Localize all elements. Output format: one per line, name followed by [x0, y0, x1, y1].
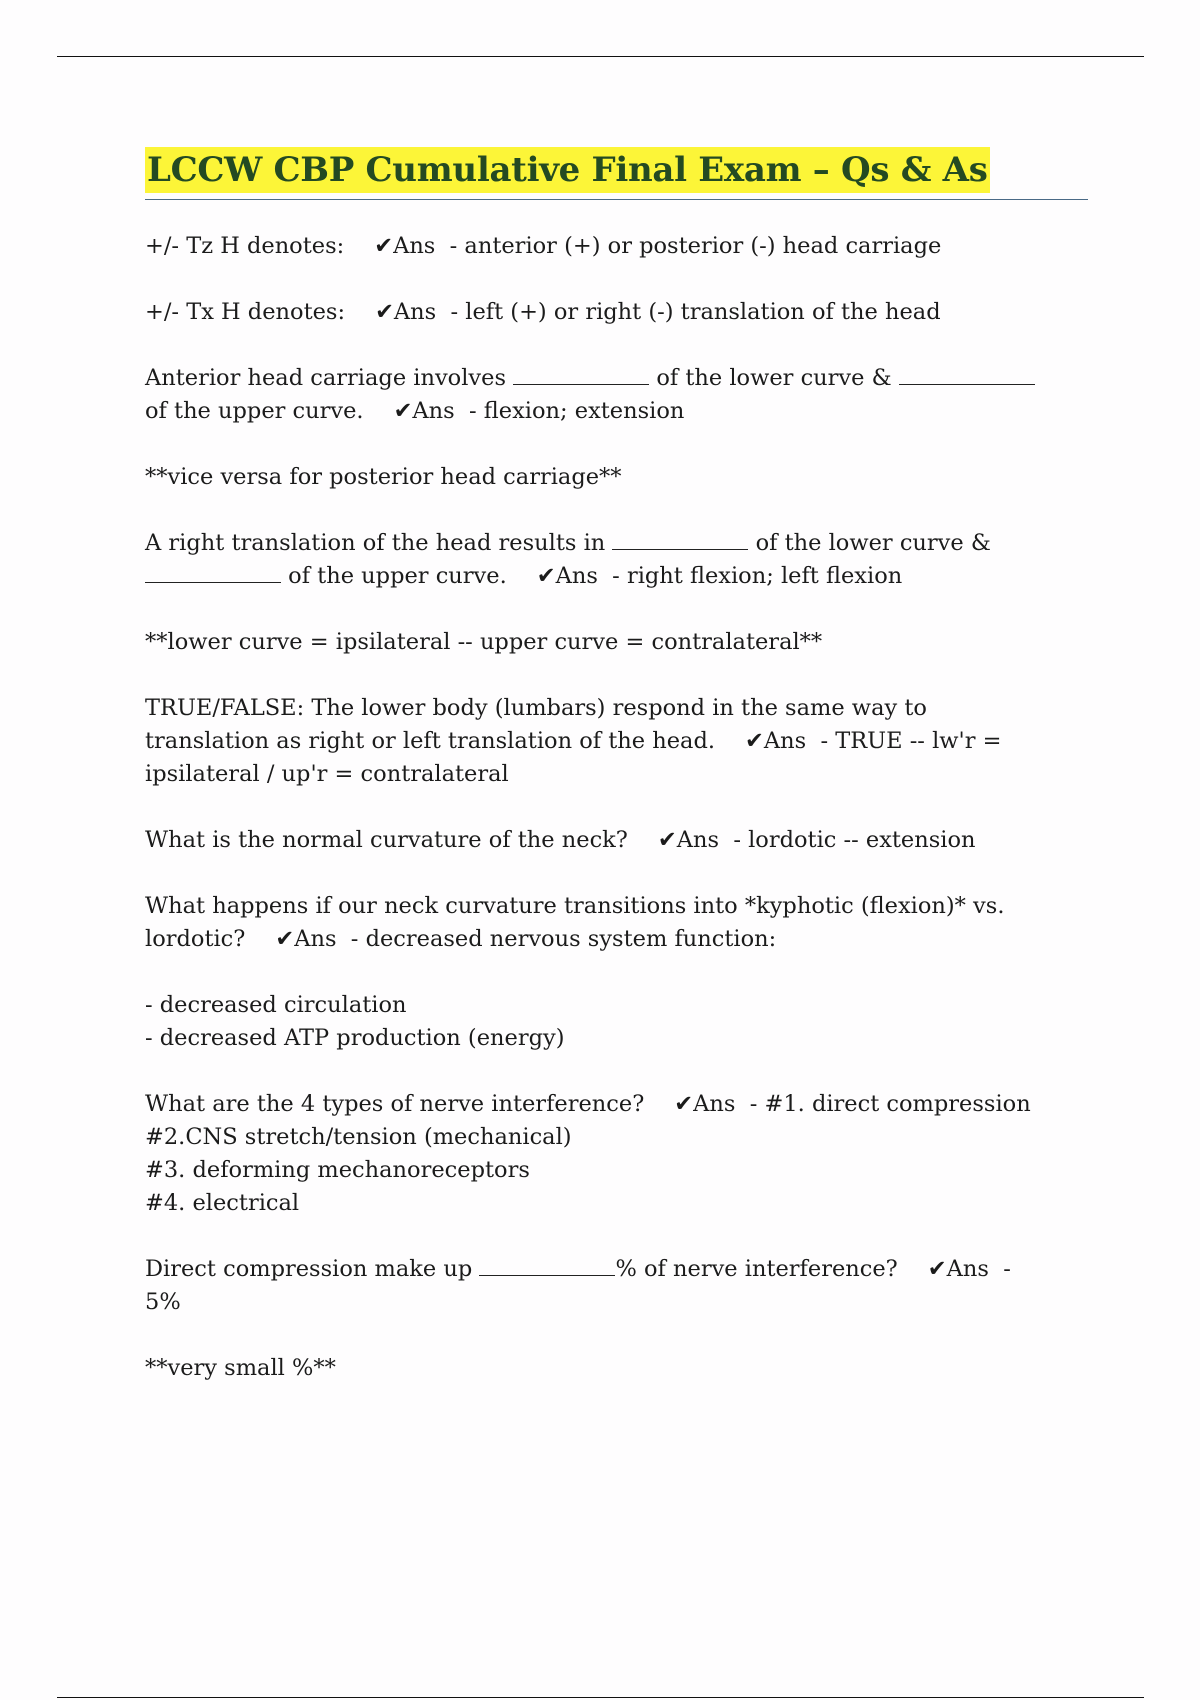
list-item: #3. deforming mechanoreceptors — [145, 1157, 530, 1183]
note — [145, 1352, 1085, 1385]
qa-item — [145, 362, 1085, 428]
answer-text: TRUE -- lw'r = — [835, 728, 1002, 754]
question-text: What is the normal curvature of the neck? — [145, 827, 628, 853]
answer-text: decreased nervous system function: — [365, 926, 777, 952]
list-item: - decreased circulation — [145, 992, 407, 1018]
note-text: **vice versa for posterior head carriage** — [145, 464, 622, 490]
question-text: % of nerve interference? — [615, 1256, 898, 1282]
qa-item — [145, 527, 1085, 593]
document-body — [145, 230, 1085, 1418]
ans-marker: ✔Ans - — [657, 827, 741, 853]
bottom-rule — [57, 1697, 1144, 1698]
qa-item — [145, 692, 1085, 791]
list-item: #4. electrical — [145, 1190, 300, 1216]
answer-text: #1. direct compression — [764, 1091, 1031, 1117]
note — [145, 626, 1085, 659]
ans-marker: ✔Ans - — [745, 728, 829, 754]
ans-marker: ✔Ans - — [275, 926, 359, 952]
fill-blank — [479, 1257, 615, 1276]
qa-item — [145, 230, 1085, 263]
top-rule — [57, 56, 1144, 57]
answer-text: anterior (+) or posterior (-) head carriage — [464, 233, 942, 259]
question-text: What are the 4 types of nerve interference? — [145, 1091, 645, 1117]
answer-text: left (+) or right (-) translation of the head — [465, 299, 941, 325]
title-wrap — [145, 147, 1088, 193]
list-item: #2.CNS stretch/tension (mechanical) — [145, 1124, 572, 1150]
ans-marker: ✔Ans - — [374, 233, 458, 259]
question-text: A right translation of the head results in — [145, 530, 606, 556]
answer-text: 5% — [145, 1289, 181, 1315]
question-text: translation as right or left translation of the head. — [145, 728, 716, 754]
question-text: +/- Tz H denotes: — [145, 233, 345, 259]
question-text: +/- Tx H denotes: — [145, 299, 346, 325]
list-item: - decreased ATP production (energy) — [145, 1025, 565, 1051]
answer-text: lordotic -- extension — [748, 827, 976, 853]
document-title: LCCW CBP Cumulative Final Exam – Qs & As — [145, 147, 990, 193]
question-text: Direct compression make up — [145, 1256, 473, 1282]
qa-item — [145, 1088, 1085, 1220]
note — [145, 461, 1085, 494]
question-text: TRUE/FALSE: The lower body (lumbars) respond in the same way to — [145, 695, 927, 721]
question-text: of the upper curve. — [288, 563, 507, 589]
qa-item — [145, 890, 1085, 956]
question-text: of the lower curve & — [656, 365, 892, 391]
note-text: **lower curve = ipsilateral -- upper curve = contralateral** — [145, 629, 823, 655]
question-text: Anterior head carriage involves — [145, 365, 506, 391]
answer-text: right flexion; left flexion — [626, 563, 903, 589]
answer-text: flexion; extension — [483, 398, 685, 424]
ans-marker: ✔Ans - — [927, 1256, 1011, 1282]
note-text: **very small %** — [145, 1355, 336, 1381]
question-text: What happens if our neck curvature transitions into *kyphotic (flexion)* vs. — [145, 893, 1005, 919]
question-text: of the lower curve & — [755, 530, 991, 556]
answer-text: ipsilateral / up'r = contralateral — [145, 761, 509, 787]
ans-marker: ✔Ans - — [375, 299, 459, 325]
fill-blank — [899, 366, 1035, 385]
qa-item — [145, 1253, 1085, 1319]
qa-item — [145, 824, 1085, 857]
ans-marker: ✔Ans - — [674, 1091, 758, 1117]
question-text: of the upper curve. — [145, 398, 364, 424]
fill-blank — [145, 564, 281, 583]
fill-blank — [513, 366, 649, 385]
fill-blank — [612, 531, 748, 550]
ans-marker: ✔Ans - — [393, 398, 477, 424]
answer-list — [145, 989, 1085, 1055]
qa-item — [145, 296, 1085, 329]
question-text: lordotic? — [145, 926, 246, 952]
ans-marker: ✔Ans - — [536, 563, 620, 589]
title-underline — [145, 199, 1088, 200]
